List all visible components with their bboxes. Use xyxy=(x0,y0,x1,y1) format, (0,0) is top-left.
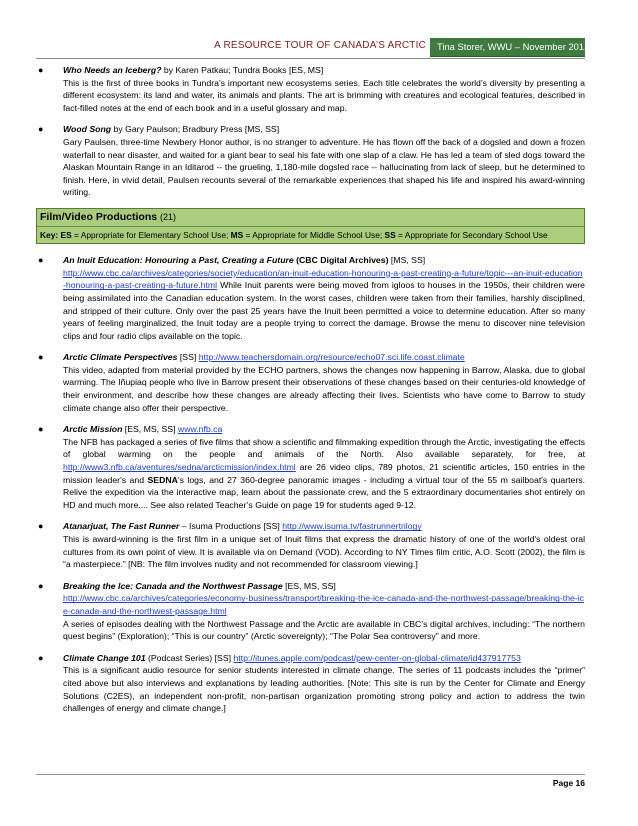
film-title: An Inuit Education: Honouring a Past, Creating a Future xyxy=(63,255,294,266)
key-es: ES xyxy=(60,229,72,240)
section-count: (21) xyxy=(160,211,177,222)
film-description-end: 's logs, and 27 360-degree panoramic images - including a virtual tour of the 55 m sailboat's quarters. Relive the expedition via the interactive map, learn about the passionate crew, and the 5 extraordinary documentaries shot entirely on HD and much more.... See also related Teacher’s Guide on page 19 for students aged 9-12. xyxy=(63,474,585,510)
footer-divider xyxy=(36,774,585,775)
film-grade: [ES, MS, SS] xyxy=(282,580,336,591)
film-entry xyxy=(36,520,585,570)
book-title: Who Needs an Iceberg? xyxy=(63,65,162,75)
book-meta: by Karen Patkau; Tundra Books [ES, MS] xyxy=(161,65,324,75)
key-es-text: = Appropriate for Elementary School Use; xyxy=(71,229,231,240)
film-grade: (Podcast Series) [SS] xyxy=(145,652,234,663)
film-entry xyxy=(36,254,585,342)
book-description: Gary Paulsen, three-time Newbery Honor author, is no stranger to adventure. He has flown off the back of a dogsled and down a frozen waterfall to near disaster, and waited for a giant bear to seal his fate with one slap of a claw. He has led a team of sled dogs toward the Alaskan Mountain Range in an Iditarod -- the grueling, 1,180-mile dogsled race -- hallucinating from lack of sleep, but he determined to finish. Here, in vivid detail, Paulsen recounts several of the remarkable experiences that shaped his life and inspired his award-winning writing. xyxy=(63,136,585,198)
book-entry xyxy=(36,64,585,114)
page-header xyxy=(0,38,638,56)
film-entry xyxy=(36,580,585,643)
book-entry xyxy=(36,123,585,199)
bullet-icon: ● xyxy=(38,580,44,591)
key-label: Key: xyxy=(40,229,59,240)
film-bold-term: SEDNA xyxy=(147,474,178,485)
bullet-icon: ● xyxy=(38,652,44,663)
film-link-secondary[interactable]: http://www3.nfb.ca/aventures/sedna/arcticmission/index.html xyxy=(63,462,296,473)
film-link[interactable]: http://www.cbc.ca/archives/categories/economy-business/transport/breaking-the-ice-canada-and-the-northwest-passage/breaking-the-ice-canada-and-the-northwest-passage.html xyxy=(63,593,585,616)
header-author: Tina Storer, WWU – November 2012 xyxy=(437,41,590,52)
film-title: Breaking the Ice: Canada and the Northwest Passage xyxy=(63,580,283,591)
section-title: Film/Video Productions xyxy=(40,210,158,223)
film-description: While Inuit parents were being moved from igloos to houses in the 1950s, their children were being assimilated into the Canadian education system. In the worst cases, children were taken from their families, harshly disciplined, and stripped of their culture. Only over the past 25 years have the Inuit been permitted a voice to determine education. After so many years of feeling marginalized, the Inuit today are a people trying to correct the damage. Browse the menu to discover nine television clips and four radio clips available on the topic. xyxy=(63,280,585,341)
film-link[interactable]: www.nfb.ca xyxy=(177,424,223,435)
film-description: A series of episodes dealing with the Northwest Passage and the Arctic are available in CBC’s digital archives, including: “The northern quest begins” (Exploration); “This is our country” (Arctic sovereignty); “The Polar Sea controversy” and more. xyxy=(63,618,585,642)
bullet-icon: ● xyxy=(38,255,44,266)
film-grade: [ES, MS, SS] xyxy=(122,424,178,435)
film-entry xyxy=(36,652,585,715)
film-org: (CBC Digital Archives) xyxy=(293,255,389,266)
film-entry xyxy=(36,351,585,414)
book-meta: by Gary Paulson; Bradbury Press [MS, SS] xyxy=(111,124,280,135)
film-description: The NFB has packaged a series of five films that show a scientific and filmmaking expedition through the Arctic, investigating the effects of global warming on the people and animals of the North. Also available separately, for free, at xyxy=(63,436,585,460)
film-entry xyxy=(36,423,585,511)
section-key xyxy=(37,227,584,244)
key-ss-text: = Appropriate for Secondary School Use xyxy=(395,229,548,240)
section-title-row xyxy=(37,209,584,227)
header-author-box xyxy=(430,38,590,57)
key-ms: MS xyxy=(230,229,244,240)
header-title: A RESOURCE TOUR OF CANADA’S ARCTIC xyxy=(214,40,426,51)
key-ms-text: = Appropriate for Middle School Use; xyxy=(243,229,385,240)
page-number: Page 16 xyxy=(552,778,585,788)
book-description: This is the first of three books in Tundra’s important new ecosystems series. Each title celebrates the world’s diversity by presenting a different ecosystem: its land and water, its animals and plants. The art is brimming with creatures and ecological features, described in fact-filled notes at the end of each book and in a useful glossary and map. xyxy=(63,77,585,113)
header-divider xyxy=(36,58,585,59)
film-grade: [MS, SS] xyxy=(388,255,426,266)
film-grade: [SS] xyxy=(177,352,199,363)
film-title: Arctic Climate Perspectives xyxy=(63,352,178,363)
film-description: This is award-winning is the first film in a unique set of Inuit films that express the dramatic history of one of the world’s oldest oral cultures from its own point of view. It is available via on Demand (VOD). According to NY Times film critic, A.O. Scott (2002), the film is “a masterpiece.” [NB: The film involves nudity and not recommended for classroom viewing.] xyxy=(63,534,585,570)
film-title: Climate Change 101 xyxy=(63,652,146,663)
film-link[interactable]: http://www.teachersdomain.org/resource/echo07.sci.life.coast.climate xyxy=(198,352,465,363)
page-content xyxy=(36,64,585,724)
film-description: This video, adapted from material provided by the ECHO partners, shows the changes now happening in Barrow, Alaska, due to global warming. The Iñupiaq people who live in Barrow present their observations of these changes based on their centuries-old knowledge of their environment, and describe how these changes are already affecting their lives. Scientists who have come to Barrow to study climate change also offer their perspective. xyxy=(63,364,585,413)
film-description-cont: are 26 video clips, 789 photos, 21 scientific articles, 150 entries in the mission leader's and xyxy=(63,462,585,485)
bullet-icon: ● xyxy=(38,124,44,135)
key-ss: SS xyxy=(384,229,396,240)
film-org: – Isuma Productions [SS] xyxy=(179,521,283,532)
book-title: Wood Song xyxy=(63,124,112,135)
film-title: Atanarjuat, The Fast Runner xyxy=(63,521,180,532)
film-link[interactable]: http://itunes.apple.com/podcast/pew-center-on-global-climate/id437917753 xyxy=(233,652,521,663)
film-title: Arctic Mission xyxy=(63,424,123,435)
film-link[interactable]: http://www.cbc.ca/archives/categories/society/education/an-inuit-education-honouring-a-past-creating-a-future/topic---an-inuit-education-honouring-a-past-creating-a-future.html xyxy=(63,267,583,291)
bullet-icon: ● xyxy=(38,424,44,435)
section-header xyxy=(36,208,585,244)
film-description: This is a significant audio resource for senior students interested in climate change. The series of 11 podcasts includes the “primer” cited above but also interviews and explanations by leading authorities. [Note: This site is run by the Center for Climate and Energy Solutions (C2ES), an independent non-profit, non-partisan organization promoting strong policy and action to address the twin challenges of energy and climate change.] xyxy=(63,665,585,714)
bullet-icon: ● xyxy=(38,352,44,363)
film-link[interactable]: http://www.isuma.tv/fastrunnertrilogy xyxy=(282,521,422,532)
bullet-icon: ● xyxy=(38,521,44,532)
bullet-icon: ● xyxy=(38,65,44,75)
